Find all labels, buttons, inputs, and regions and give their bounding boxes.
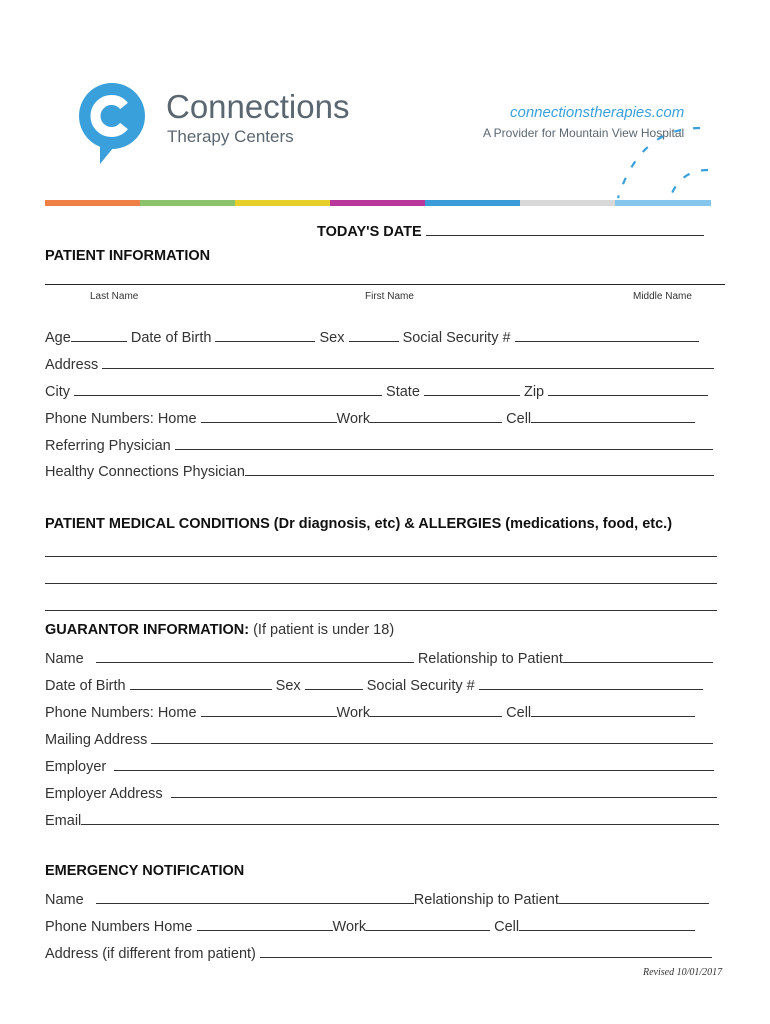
dob-field[interactable] <box>215 328 315 342</box>
guarantor-cell-field[interactable] <box>531 703 695 717</box>
guarantor-sex-field[interactable] <box>305 676 363 690</box>
emergency-home-label: Phone Numbers Home <box>45 919 193 935</box>
guarantor-phone-row <box>45 703 695 721</box>
guarantor-sex-label: Sex <box>275 678 301 694</box>
sex-label: Sex <box>319 330 345 346</box>
healthy-row <box>45 462 714 480</box>
emergency-address-row <box>45 944 712 962</box>
emergency-name-label: Name <box>45 892 84 908</box>
age-field[interactable] <box>71 328 127 342</box>
referring-field[interactable] <box>175 436 713 450</box>
employer-address-field[interactable] <box>171 784 717 798</box>
medical-heading: PATIENT MEDICAL CONDITIONS (Dr diagnosis, etc) & ALLERGIES (medications, food, etc.) <box>45 516 673 532</box>
mailing-field[interactable] <box>151 730 713 744</box>
city-field[interactable] <box>74 382 382 396</box>
brand-subtitle: Therapy Centers <box>167 127 294 146</box>
mailing-row <box>45 730 713 748</box>
email-label: Email <box>45 813 82 829</box>
referring-label: Referring Physician <box>45 438 171 454</box>
guarantor-note: (If patient is under 18) <box>253 622 395 638</box>
healthy-field[interactable] <box>245 462 714 476</box>
city-row <box>45 382 708 400</box>
age-dob-row <box>45 328 699 346</box>
emergency-cell-field[interactable] <box>519 917 695 931</box>
first-name-label: First Name <box>365 291 414 302</box>
guarantor-work-field[interactable] <box>370 703 502 717</box>
brand-name: Connections <box>166 88 350 125</box>
referring-row <box>45 436 713 454</box>
work-phone-field[interactable] <box>370 409 502 423</box>
emergency-name-field[interactable] <box>96 890 414 904</box>
guarantor-ssn-field[interactable] <box>479 676 703 690</box>
last-name-label: Last Name <box>90 291 139 302</box>
guarantor-dob-label: Date of Birth <box>45 678 126 694</box>
guarantor-home-field[interactable] <box>201 703 337 717</box>
employer-label: Employer <box>45 759 107 775</box>
ssn-field[interactable] <box>515 328 699 342</box>
connections-logo-icon <box>78 80 148 166</box>
todays-date-label: TODAY'S DATE <box>317 224 422 240</box>
emergency-heading: EMERGENCY NOTIFICATION <box>45 863 245 879</box>
age-label: Age <box>45 330 71 346</box>
guarantor-heading: GUARANTOR INFORMATION: <box>45 622 250 638</box>
cell-phone-field[interactable] <box>531 409 695 423</box>
address-field[interactable] <box>102 355 714 369</box>
guarantor-cell-label: Cell <box>506 705 532 721</box>
state-label: State <box>386 384 420 400</box>
healthy-label: Healthy Connections Physician <box>45 464 245 480</box>
emergency-name-row <box>45 890 709 908</box>
work-phone-label: Work <box>336 411 371 427</box>
emergency-address-label: Address (if different from patient) <box>45 946 256 962</box>
guarantor-dob-row <box>45 676 703 694</box>
guarantor-name-field[interactable] <box>96 649 414 663</box>
home-phone-label: Phone Numbers: Home <box>45 411 197 427</box>
todays-date-field[interactable] <box>426 222 704 236</box>
emergency-relationship-label: Relationship to Patient <box>413 892 559 908</box>
guarantor-dob-field[interactable] <box>130 676 272 690</box>
employer-field[interactable] <box>114 757 714 771</box>
guarantor-work-label: Work <box>336 705 371 721</box>
email-row <box>45 811 719 829</box>
cell-phone-label: Cell <box>506 411 532 427</box>
guarantor-name-row <box>45 649 713 667</box>
emergency-work-label: Work <box>332 919 367 935</box>
emergency-cell-label: Cell <box>494 919 520 935</box>
address-label: Address <box>45 357 99 373</box>
home-phone-field[interactable] <box>201 409 337 423</box>
middle-name-label: Middle Name <box>633 291 692 302</box>
patient-phone-row <box>45 409 695 427</box>
emergency-phone-row <box>45 917 695 935</box>
medical-line-1[interactable] <box>45 556 717 557</box>
sex-field[interactable] <box>349 328 399 342</box>
website-link[interactable]: connectionstherapies.com <box>510 104 685 121</box>
medical-line-2[interactable] <box>45 583 717 584</box>
emergency-work-field[interactable] <box>366 917 490 931</box>
guarantor-relationship-label: Relationship to Patient <box>417 651 563 667</box>
guarantor-name-label: Name <box>45 651 84 667</box>
todays-date-row <box>317 222 704 240</box>
color-stripe <box>45 193 711 211</box>
zip-label: Zip <box>523 384 545 400</box>
mailing-label: Mailing Address <box>45 732 148 748</box>
city-label: City <box>45 384 70 400</box>
medical-line-3[interactable] <box>45 610 717 611</box>
address-row <box>45 355 714 373</box>
guarantor-home-label: Phone Numbers: Home <box>45 705 197 721</box>
zip-field[interactable] <box>548 382 708 396</box>
employer-address-row <box>45 784 717 802</box>
employer-row <box>45 757 714 775</box>
email-field[interactable] <box>81 811 719 825</box>
revised-date: Revised 10/01/2017 <box>643 967 723 978</box>
patient-info-heading: PATIENT INFORMATION <box>45 248 211 264</box>
dob-label: Date of Birth <box>130 330 212 346</box>
guarantor-ssn-label: Social Security # <box>366 678 475 694</box>
emergency-relationship-field[interactable] <box>559 890 709 904</box>
state-field[interactable] <box>424 382 520 396</box>
employer-address-label: Employer Address <box>45 786 163 802</box>
decorative-dashed-arc <box>600 118 715 200</box>
emergency-address-field[interactable] <box>260 944 712 958</box>
guarantor-heading-row <box>45 622 394 638</box>
logo <box>78 80 148 171</box>
ssn-label: Social Security # <box>402 330 511 346</box>
patient-name-line[interactable] <box>45 284 725 285</box>
tagline: A Provider for Mountain View Hospital <box>483 126 685 140</box>
guarantor-relationship-field[interactable] <box>563 649 713 663</box>
emergency-home-field[interactable] <box>197 917 333 931</box>
